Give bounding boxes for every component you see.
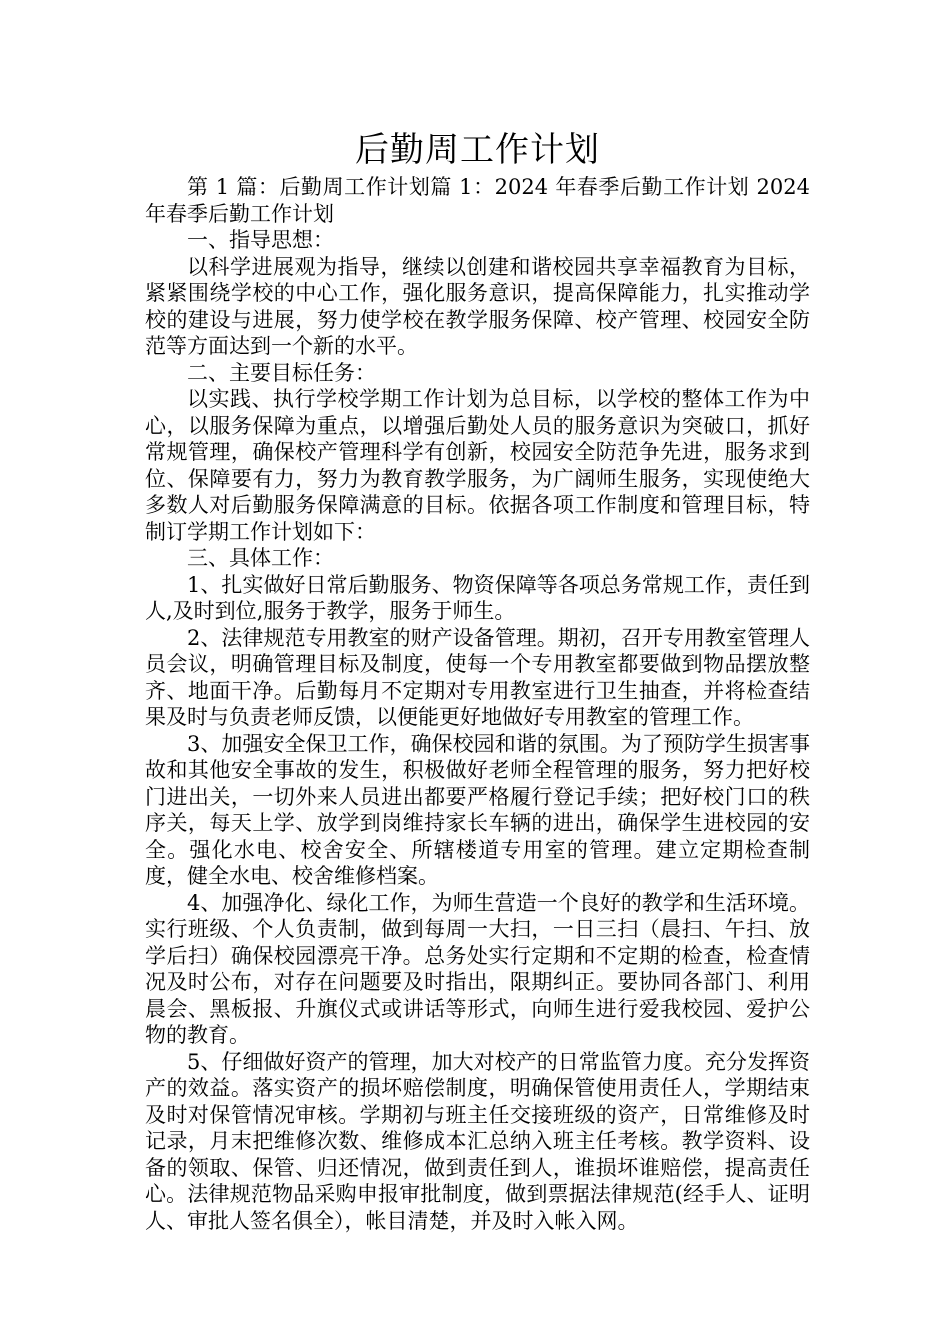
heading-guiding-ideology: 一、指导思想：	[187, 228, 334, 252]
document-page	[145, 130, 810, 1234]
paragraph-item-1: 1、扎实做好日常后勤服务、物资保障等各项总务常规工作，责任到人,及时到位,服务于教学，服务于师生。	[145, 572, 810, 623]
paragraph-item-5: 5、仔细做好资产的管理，加大对校产的日常监管力度。充分发挥资产的效益。落实资产的损坏赔偿制度，明确保管使用责任人，学期结束及时对保管情况审核。学期初与班主任交接班级的资产，日常维修及时记录，月末把维修次数、维修成本汇总纳入班主任考核。教学资料、设备的领取、保管、归还情况，做到责任到人，谁损坏谁赔偿，提高责任心。法律规范物品采购申报审批制度，做到票据法律规范(经手人、证明人、审批人签名俱全），帐目清楚，并及时入帐入网。	[145, 1049, 810, 1233]
document-body	[145, 174, 810, 1234]
paragraph-intro: 第 1 篇：后勤周工作计划篇 1：2024 年春季后勤工作计划 2024 年春季后勤工作计划	[145, 175, 810, 226]
paragraph-guiding-ideology: 以科学进展观为指导，继续以创建和谐校园共享幸福教育为目标，紧紧围绕学校的中心工作，强化服务意识，提高保障能力，扎实推动学校的建设与进展，努力使学校在教学服务保障、校产管理、校园安全防范等方面达到一个新的水平。	[145, 254, 810, 358]
paragraph-item-2: 2、法律规范专用教室的财产设备管理。期初，召开专用教室管理人员会议，明确管理目标及制度，使每一个专用教室都要做到物品摆放整齐、地面干净。后勤每月不定期对专用教室进行卫生抽查，并将检查结果及时与负责老师反馈，以便能更好地做好专用教室的管理工作。	[145, 625, 810, 729]
paragraph-main-goals: 以实践、执行学校学期工作计划为总目标，以学校的整体工作为中心，以服务保障为重点，以增强后勤处人员的服务意识为突破口，抓好常规管理，确保校产管理科学有创新，校园安全防范争先进，服务求到位、保障要有力，努力为教育教学服务，为广阔师生服务，实现使绝大多数人对后勤服务保障满意的目标。依据各项工作制度和管理目标，特制订学期工作计划如下：	[145, 387, 810, 544]
paragraph-item-3: 3、加强安全保卫工作，确保校园和谐的氛围。为了预防学生损害事故和其他安全事故的发生，积极做好老师全程管理的服务，努力把好校门进出关，一切外来人员进出都要严格履行登记手续；把好校门口的秩序关，每天上学、放学到岗维持家长车辆的进出，确保学生进校园的安全。强化水电、校舍安全、所辖楼道专用室的管理。建立定期检查制度，健全水电、校舍维修档案。	[145, 731, 810, 888]
paragraph-item-4: 4、加强净化、绿化工作，为师生营造一个良好的教学和生活环境。实行班级、个人负责制，做到每周一大扫，一日三扫（晨扫、午扫、放学后扫）确保校园漂亮干净。总务处实行定期和不定期的检查，检查情况及时公布，对存在问题要及时指出，限期纠正。要协同各部门、利用晨会、黑板报、升旗仪式或讲话等形式，向师生进行爱我校园、爱护公物的教育。	[145, 890, 810, 1047]
heading-specific-work: 三、具体工作：	[187, 546, 334, 570]
document-title: 后勤周工作计划	[355, 130, 600, 170]
heading-main-goals: 二、主要目标任务：	[187, 360, 376, 385]
